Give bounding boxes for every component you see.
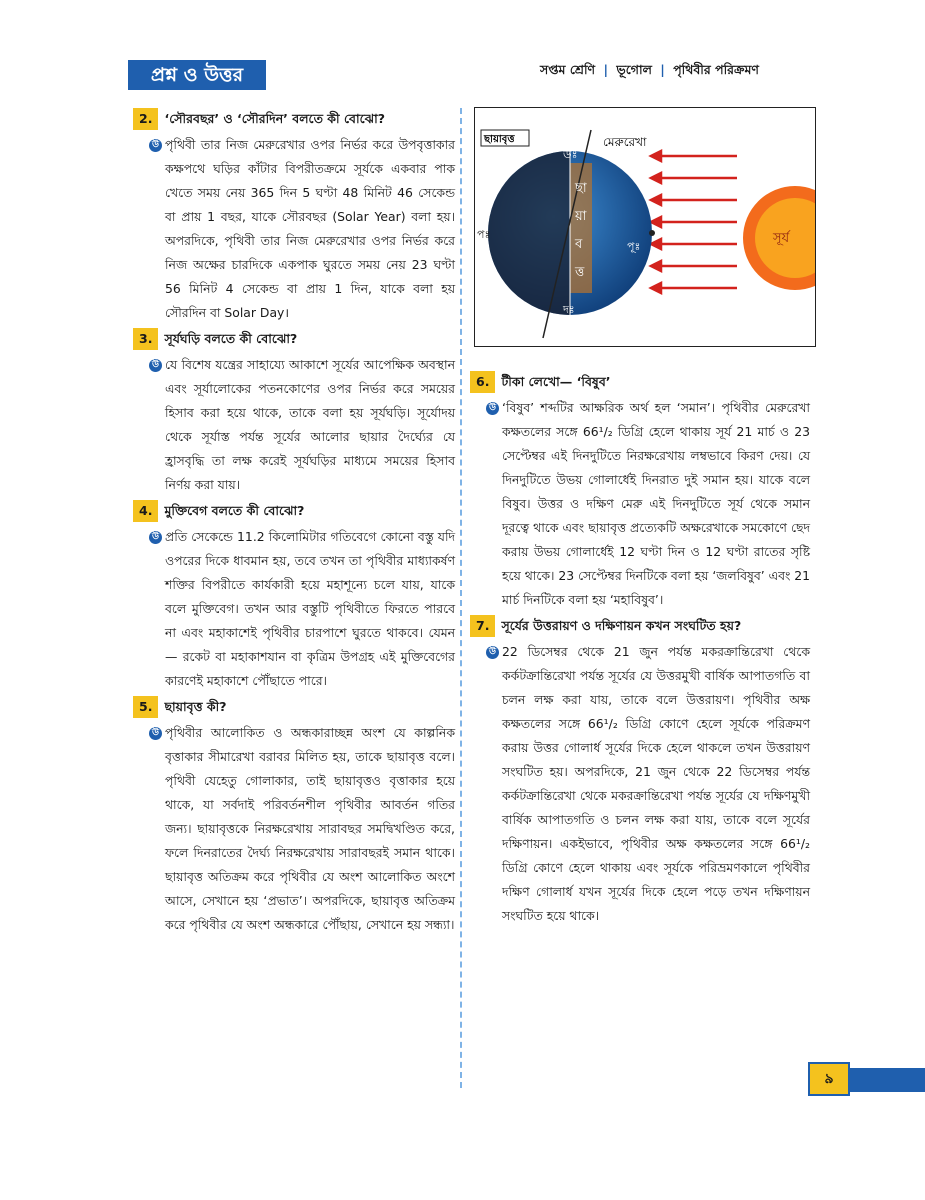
question-number: 3. bbox=[133, 328, 158, 350]
question-block bbox=[470, 370, 810, 612]
answer-text: 22 ডিসেম্বর থেকে 21 জুন পর্যন্ত মকরক্রান্তিরেখা থেকে কর্কটক্রান্তিরেখা পর্যন্ত সূর্যের যে উত্তরমুখী বার্ষিক আপাতগতি বা চলন লক্ষ করা যায়, তাকে বলে উত্তরায়ণ। পৃথিবীর অক্ষ কক্ষতলের সঙ্গে 66¹/₂ ডিগ্রি কোণে হেলে সূর্যকে পরিক্রমণ করায় উত্তর গোলার্ধ সূর্যের দিকে হেলে থাকলে তখন উত্তরায়ণ সংঘটিত হয়। অপরদিকে, 21 জুন থেকে 22 ডিসেম্বর পর্যন্ত কর্কটক্রান্তিরেখা থেকে মকরক্রান্তিরেখা পর্যন্ত সূর্যের যে দক্ষিণমুখী বার্ষিক আপাতগতি ও চলন লক্ষ করা যায়, তাকে বলে সূর্যের দক্ষিণায়ন। একইভাবে, পৃথিবীর অক্ষ কক্ষতলের সঙ্গে 66¹/₂ ডিগ্রি কোণে হেলে থাকায় এবং সূর্যকে পরিভ্রমণকালে পৃথিবীর দক্ষিণ গোলার্ধ যখন সূর্যের দিকে হেলে পড়ে তখন দক্ষিণায়ন সংঘটিত হয়ে থাকে। bbox=[502, 644, 810, 923]
question-title: ছায়াবৃত্ত কী? bbox=[164, 699, 227, 714]
sun-ray-arrows bbox=[651, 151, 737, 293]
answer-text: পৃথিবী তার নিজ মেরুরেখার ওপর নির্ভর করে উপবৃত্তাকার কক্ষপথে ঘড়ির কাঁটার বিপরীতক্রমে সূর্যকে একবার পাক খেতে সময় নেয় 365 দিন 5 ঘণ্টা 48 মিনিট 46 সেকেন্ড বা প্রায় 1 বছর, যাকে সৌরবছর (Solar Year) বলা হয়। অপরদিকে, পৃথিবী তার নিজ মেরুরেখার ওপর নির্ভর করে নিজ অক্ষের চারদিকে একপাক ঘুরতে সময় নেয় 23 ঘণ্টা 56 মিনিট 4 সেকেন্ড বা প্রায় 1 দিন, যাকে বলা হয় সৌরদিন বা Solar Day। bbox=[165, 137, 455, 320]
terminator-vertical-letter: ব bbox=[575, 237, 583, 252]
question-block bbox=[133, 499, 455, 693]
answer bbox=[470, 396, 810, 612]
answer-icon: উ bbox=[149, 727, 162, 740]
terminator-figure bbox=[474, 107, 816, 347]
question-title: টীকা লেখো— ‘বিষুব’ bbox=[501, 374, 611, 389]
header-separator: | bbox=[603, 62, 609, 77]
question-title: সূর্যঘড়ি বলতে কী বোঝো? bbox=[164, 331, 298, 346]
question-block bbox=[133, 327, 455, 497]
running-header bbox=[540, 62, 830, 82]
question-heading bbox=[133, 499, 455, 523]
answer bbox=[133, 353, 455, 497]
earth-globe bbox=[488, 151, 652, 315]
sun-label: সূর্য bbox=[773, 231, 790, 246]
east-label: পূঃ bbox=[627, 240, 641, 253]
terminator-vertical-letter: ত্ত bbox=[575, 265, 585, 280]
question-block bbox=[133, 107, 455, 325]
question-heading bbox=[133, 695, 455, 719]
terminator-vertical-letter: ছা bbox=[575, 181, 587, 196]
answer bbox=[133, 721, 455, 937]
answer-text: ‘বিষুব’ শব্দটির আক্ষরিক অর্থ হল ‘সমান’। পৃথিবীর মেরুরেখা কক্ষতলের সঙ্গে 66¹/₂ ডিগ্রি হেলে থাকায় সূর্য 21 মার্চ ও 23 সেপ্টেম্বর এই দিনদুটিতে নিরক্ষরেখায় লম্বভাবে কিরণ দেয়। যে দিনদুটিতে উভয় গোলার্ধেই দিনরাত দুই সমান হয়। যাকে বলে বিষুব। উত্তর ও দক্ষিণ মেরু এই দিনদুটিতে সূর্য থেকে সমান দূরত্বে থাকে এবং ছায়াবৃত্ত প্রত্যেকটি অক্ষরেখাকে সমকোণে ছেদ করায় উভয় গোলার্ধেই 12 ঘণ্টা দিন ও 12 ঘণ্টা রাতের সৃষ্টি হয়ে থাকে। 23 সেপ্টেম্বর দিনটিকে বলা হয় ‘জলবিষুব’ এবং 21 মার্চ দিনটিকে বলা হয় ‘মহাবিষুব’। bbox=[502, 400, 811, 607]
column-divider bbox=[460, 108, 462, 1088]
chapter-label: পৃথিবীর পরিক্রমণ bbox=[673, 62, 759, 77]
north-label: উঃ bbox=[563, 148, 578, 161]
question-number: 7. bbox=[470, 615, 495, 637]
question-heading bbox=[133, 327, 455, 351]
east-point-marker bbox=[649, 230, 655, 236]
question-number: 2. bbox=[133, 108, 158, 130]
question-heading bbox=[470, 370, 810, 394]
right-column bbox=[470, 368, 810, 928]
terminator-label: ছায়াবৃত্ত bbox=[484, 134, 515, 145]
header-separator: | bbox=[660, 62, 665, 77]
question-heading bbox=[470, 614, 810, 638]
earth-sun-diagram bbox=[475, 108, 815, 346]
left-column bbox=[133, 105, 455, 937]
question-block bbox=[133, 695, 455, 937]
question-heading bbox=[133, 107, 455, 131]
answer-icon: উ bbox=[149, 139, 162, 152]
page-number: ৯ bbox=[808, 1062, 850, 1096]
answer-icon: উ bbox=[149, 359, 162, 372]
answer bbox=[470, 640, 810, 928]
class-label: সপ্তম শ্রেণি bbox=[540, 62, 596, 77]
axis-label: মেরুরেখা bbox=[603, 135, 647, 149]
answer-text: যে বিশেষ যন্ত্রের সাহায্যে আকাশে সূর্যের আপেক্ষিক অবস্থান এবং সূর্যালোকের পতনকোণের ওপর নির্ভর করে সময়ের হিসাব করা হয়ে থাকে, তাকে বলা হয় সূর্যঘড়ি। সূর্যোদয় থেকে সূর্যাস্ত পর্যন্ত সূর্যের আলোর ছায়ার দৈর্ঘ্যের যে হ্রাসবৃদ্ধি তা লক্ষ করেই সূর্যঘড়ির মাধ্যমে সময়ের হিসাব নির্ণয় করা যায়। bbox=[165, 357, 455, 492]
section-tag: প্রশ্ন ও উত্তর bbox=[128, 60, 266, 90]
west-label: পঃ bbox=[477, 228, 491, 241]
answer-icon: উ bbox=[486, 646, 499, 659]
answer bbox=[133, 525, 455, 693]
answer-text: পৃথিবীর আলোকিত ও অন্ধকারাচ্ছন্ন অংশ যে কাল্পনিক বৃত্তাকার সীমারেখা বরাবর মিলিত হয়, তাকে ছায়াবৃত্ত বলে। পৃথিবী যেহেতু গোলাকার, তাই ছায়াবৃত্তও বৃত্তাকার হয়ে থাকে, যা সর্বদাই পরিবর্তনশীল পৃথিবীর আবর্তন গতির জন্য। ছায়াবৃত্তকে নিরক্ষরেখায় সারাবছর সমদ্বিখণ্ডিত করে, ফলে দিনরাতের দৈর্ঘ্য নিরক্ষরেখায় সারাবছরই সমান থাকে। ছায়াবৃত্ত অতিক্রম করে পৃথিবীর যে অংশ আলোকিত অংশে আসে, সেখানে হয় ‘প্রভাত’। অপরদিকে, ছায়াবৃত্ত অতিক্রম করে পৃথিবীর যে অংশ অন্ধকারে পৌঁছায়, সেখানে হয় সন্ধ্যা। bbox=[165, 725, 455, 932]
terminator-vertical-letter: য়া bbox=[575, 209, 587, 224]
page-footer-bar bbox=[846, 1068, 925, 1092]
question-title: মুক্তিবেগ বলতে কী বোঝো? bbox=[164, 503, 305, 518]
answer bbox=[133, 133, 455, 325]
question-number: 5. bbox=[133, 696, 158, 718]
answer-icon: উ bbox=[149, 531, 162, 544]
question-title: ‘সৌরবছর’ ও ‘সৌরদিন’ বলতে কী বোঝো? bbox=[164, 111, 385, 126]
question-block bbox=[470, 614, 810, 928]
answer-icon: উ bbox=[486, 402, 499, 415]
question-title: সূর্যের উত্তরায়ণ ও দক্ষিণায়ন কখন সংঘটিত হয়? bbox=[501, 618, 742, 633]
question-number: 6. bbox=[470, 371, 495, 393]
subject-label: ভূগোল bbox=[616, 62, 652, 77]
question-number: 4. bbox=[133, 500, 158, 522]
answer-text: প্রতি সেকেন্ডে 11.2 কিলোমিটার গতিবেগে কোনো বস্তু যদি ওপরের দিকে ধাবমান হয়, তবে তখন তা পৃথিবীর মাধ্যাকর্ষণ শক্তির বিপরীতে কার্যকারী হয়ে মহাশূন্যে চলে যায়, যাকে বলে মুক্তিবেগ। তখন আর বস্তুটি পৃথিবীতে ফিরতে পারবে না এবং মহাকাশেই পৃথিবীর চারপাশে ঘুরতে থাকবে। যেমন— রকেট বা মহাকাশযান বা কৃত্রিম উপগ্রহ এই মুক্তিবেগের কারণেই মহাকাশে পৌঁছাতে পারে। bbox=[165, 529, 455, 688]
south-label: দঃ bbox=[563, 303, 575, 316]
